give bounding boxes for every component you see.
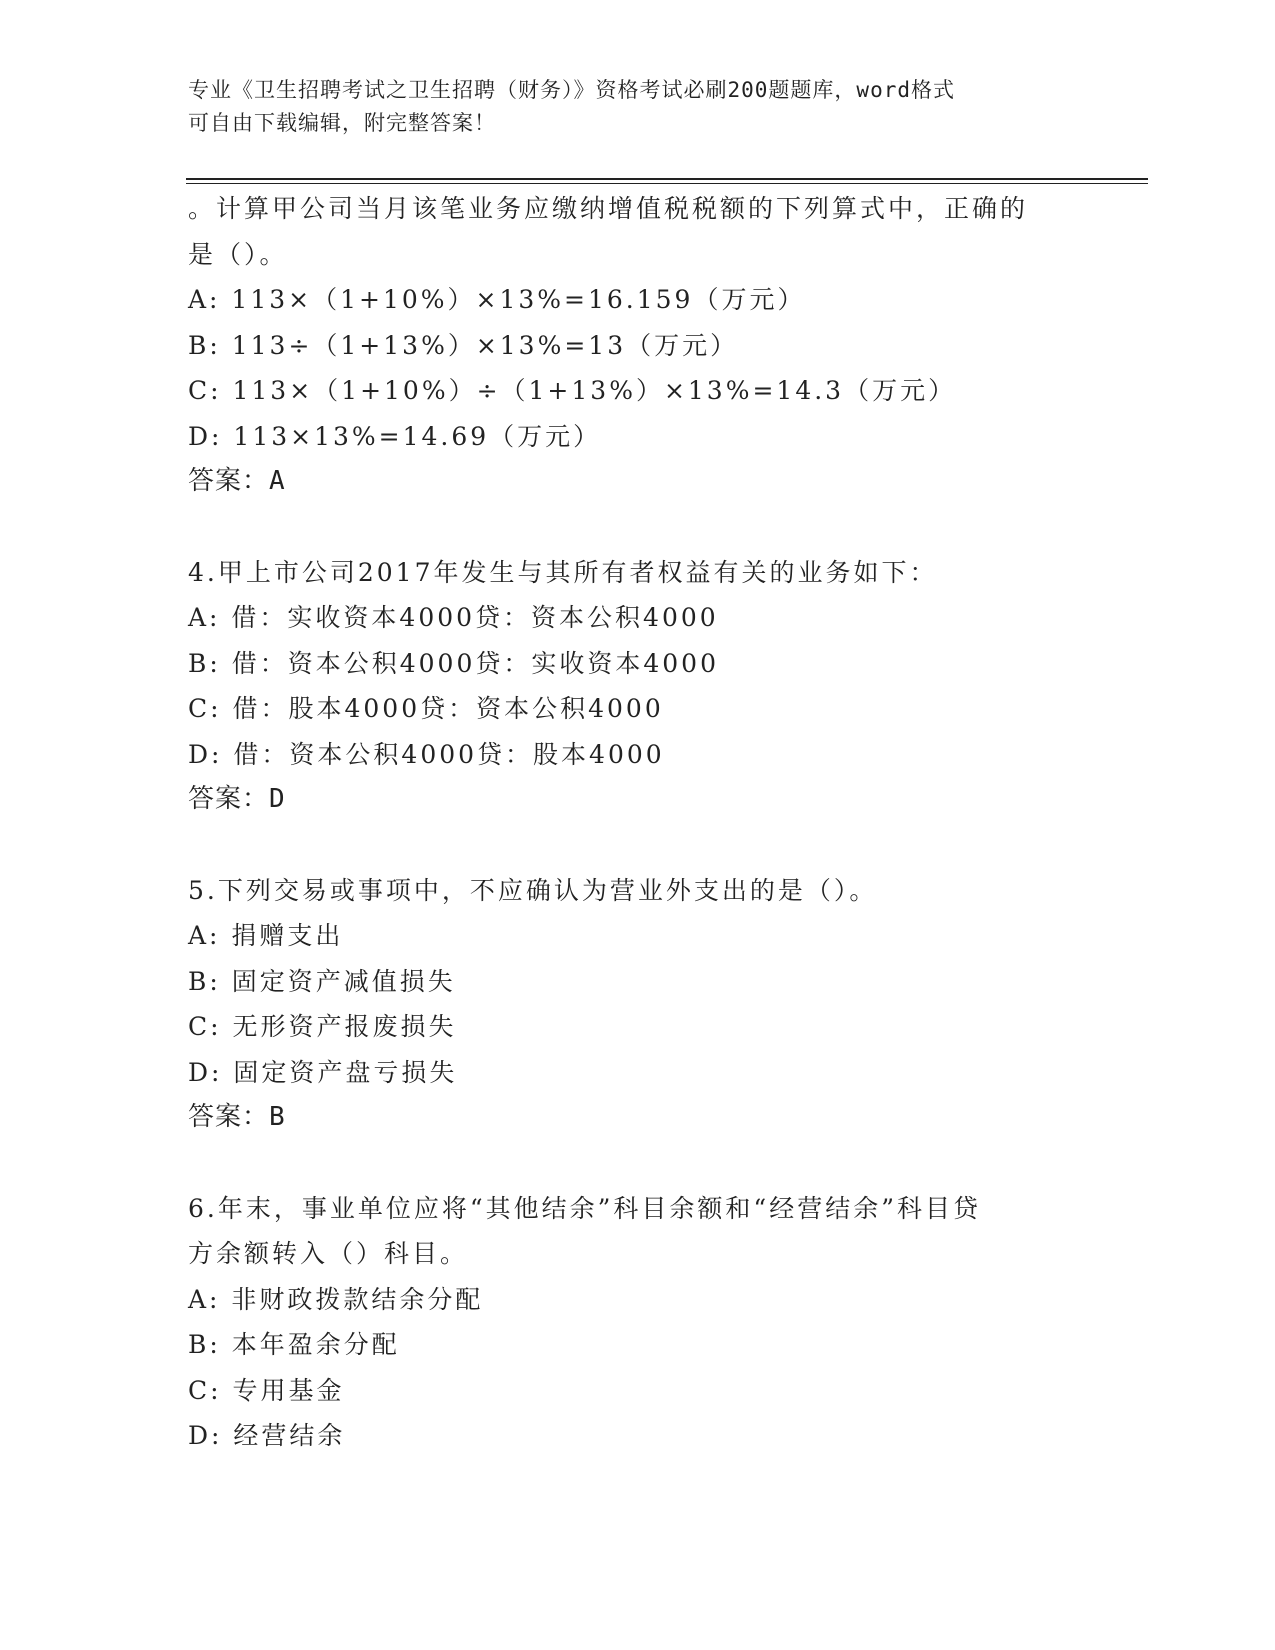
header-title-line-2: 可自由下载编辑，附完整答案！ (188, 111, 496, 135)
answer-label: 答案：A (188, 466, 286, 496)
option-b: B: 固定资产减值损失 (188, 966, 456, 996)
question-stem: 。计算甲公司当月该笔业务应缴纳增值税税额的下列算式中，正确的 (188, 194, 1029, 223)
spacer (188, 823, 1088, 868)
header-divider-thin (186, 183, 1148, 184)
option-c: C: 无形资产报废损失 (188, 1012, 457, 1041)
option-b: B: 借：资本公积4000贷：实收资本4000 (188, 648, 719, 678)
option-c: C: 专用基金 (188, 1375, 345, 1405)
option-d: D: 经营结余 (188, 1421, 346, 1450)
option-c: C: 113×（1+10%）÷（1+13%）×13%=14.3（万元） (188, 376, 957, 405)
option-d: D: 借：资本公积4000贷：股本4000 (188, 739, 665, 769)
header-title-line-1: 专业《卫生招聘考试之卫生招聘（财务）》资格考试必刷200题题库，word格式 (188, 78, 955, 102)
question-stem: 4.甲上市公司2017年发生与其所有者权益有关的业务如下： (188, 557, 938, 587)
question-6 (188, 1186, 1088, 1459)
document-header (188, 74, 1068, 140)
question-3 (188, 186, 1088, 505)
spacer (188, 505, 1088, 550)
option-a: A: 非财政拨款结余分配 (188, 1284, 484, 1314)
option-a: A: 借：实收资本4000贷：资本公积4000 (188, 603, 719, 632)
question-stem: 方余额转入（）科目。 (188, 1239, 469, 1268)
question-4 (188, 550, 1088, 823)
option-d: D: 固定资产盘亏损失 (188, 1057, 458, 1087)
answer-label: 答案：B (188, 1102, 286, 1132)
option-a: A: 113×（1+10%）×13%=16.159（万元） (188, 285, 806, 314)
question-stem: 6.年末，事业单位应将“其他结余”科目余额和“经营结余”科目贷 (188, 1193, 981, 1223)
option-b: B: 本年盈余分配 (188, 1330, 400, 1359)
spacer (188, 1141, 1088, 1186)
header-divider-thick (186, 178, 1148, 180)
question-5 (188, 868, 1088, 1141)
question-stem: 是（）。 (188, 239, 288, 269)
option-d: D: 113×13%=14.69（万元） (188, 421, 602, 451)
option-c: C: 借：股本4000贷：资本公积4000 (188, 694, 664, 723)
question-stem: 5.下列交易或事项中，不应确认为营业外支出的是（）。 (188, 875, 878, 905)
option-a: A: 捐赠支出 (188, 921, 344, 950)
question-list (188, 186, 1088, 1459)
answer-label: 答案：D (188, 784, 286, 814)
option-b: B: 113÷（1+13%）×13%=13（万元） (188, 330, 739, 360)
